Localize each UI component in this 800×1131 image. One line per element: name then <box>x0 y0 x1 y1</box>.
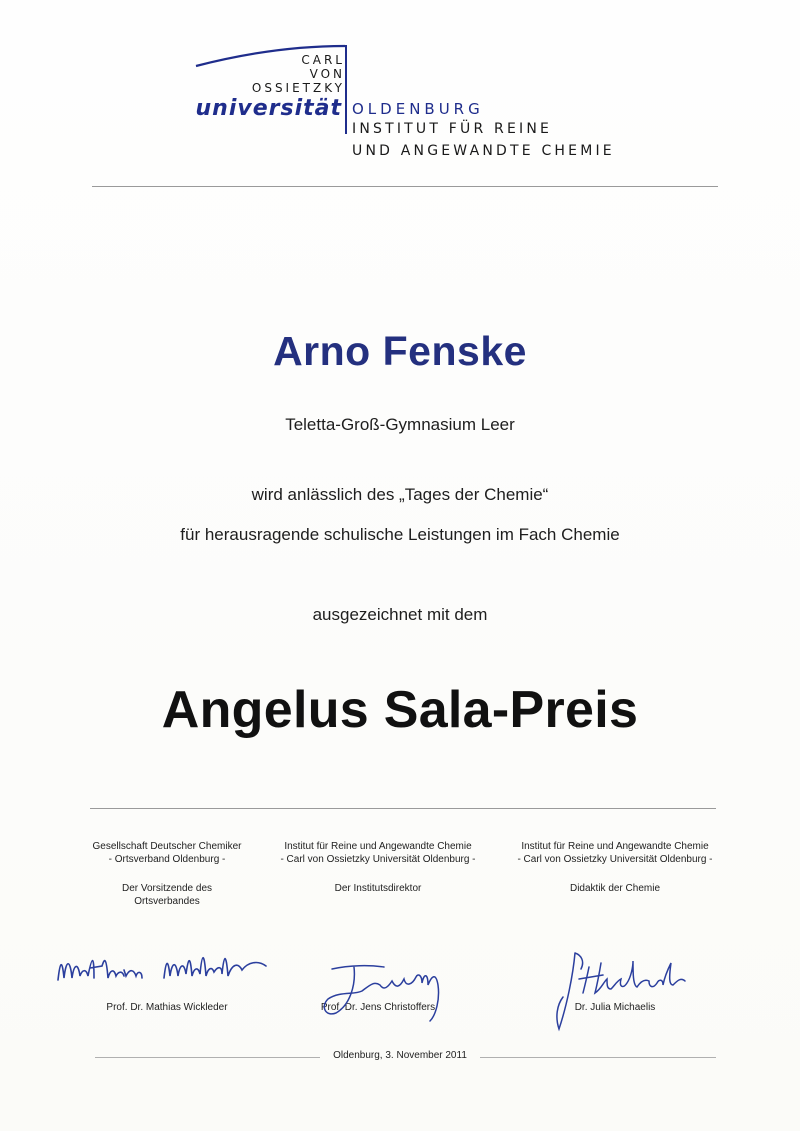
logo-text-ossietzky: OSSIETZKY <box>251 81 345 95</box>
role-line: Didaktik der Chemie <box>569 883 661 894</box>
signatory-name: Prof. Dr. Jens Christoffers <box>320 1002 436 1013</box>
organisation-line: - Carl von Ossietzky Universität Oldenburg - <box>517 854 713 865</box>
signatory-organisation <box>500 840 730 866</box>
school-name: Teletta-Groß-Gymnasium Leer <box>285 415 515 434</box>
signatory-organisation <box>263 840 493 866</box>
signatory-role <box>263 882 493 895</box>
university-logo <box>0 0 800 170</box>
logo-text-carl: CARL <box>301 53 345 67</box>
organisation-line: - Ortsverband Oldenburg - <box>108 854 226 865</box>
signature-michaelis <box>545 945 695 1035</box>
institute-name-line2: UND ANGEWANDTE CHEMIE <box>352 143 615 159</box>
logo-text-von: VON <box>309 67 345 81</box>
signature-wickleder <box>52 940 292 1000</box>
signatory-name: Prof. Dr. Mathias Wickleder <box>106 1002 228 1013</box>
organisation-line: - Carl von Ossietzky Universität Oldenburg - <box>280 854 476 865</box>
occasion-text: wird anlässlich des „Tages der Chemie“ <box>251 485 549 504</box>
recipient-name: Arno Fenske <box>273 328 527 374</box>
awarded-with-text: ausgezeichnet mit dem <box>312 605 488 624</box>
logo-text-oldenburg: OLDENBURG <box>352 100 484 118</box>
role-line: Ortsverbandes <box>134 896 200 907</box>
signatory-name: Dr. Julia Michaelis <box>574 1002 656 1013</box>
reason-text: für herausragende schulische Leistungen im Fach Chemie <box>180 525 620 544</box>
top-divider <box>92 186 718 187</box>
footer-divider-right <box>480 1057 716 1058</box>
role-line: Der Vorsitzende des <box>121 883 213 894</box>
organisation-line: Institut für Reine und Angewandte Chemie <box>284 841 472 852</box>
role-line: Der Institutsdirektor <box>334 883 422 894</box>
place-and-date: Oldenburg, 3. November 2011 <box>333 1050 467 1061</box>
organisation-line: Gesellschaft Deutscher Chemiker <box>92 841 242 852</box>
middle-divider <box>90 808 716 809</box>
signature-christoffers <box>310 955 460 1035</box>
institute-name-line1: INSTITUT FÜR REINE <box>352 121 553 137</box>
signatory-organisation <box>52 840 282 866</box>
logo-text-universitaet: universität <box>195 96 342 121</box>
footer-divider-left <box>95 1057 320 1058</box>
signatory-role <box>52 882 282 908</box>
signatory-role <box>500 882 730 895</box>
prize-title: Angelus Sala-Preis <box>161 681 639 739</box>
organisation-line: Institut für Reine und Angewandte Chemie <box>521 841 709 852</box>
